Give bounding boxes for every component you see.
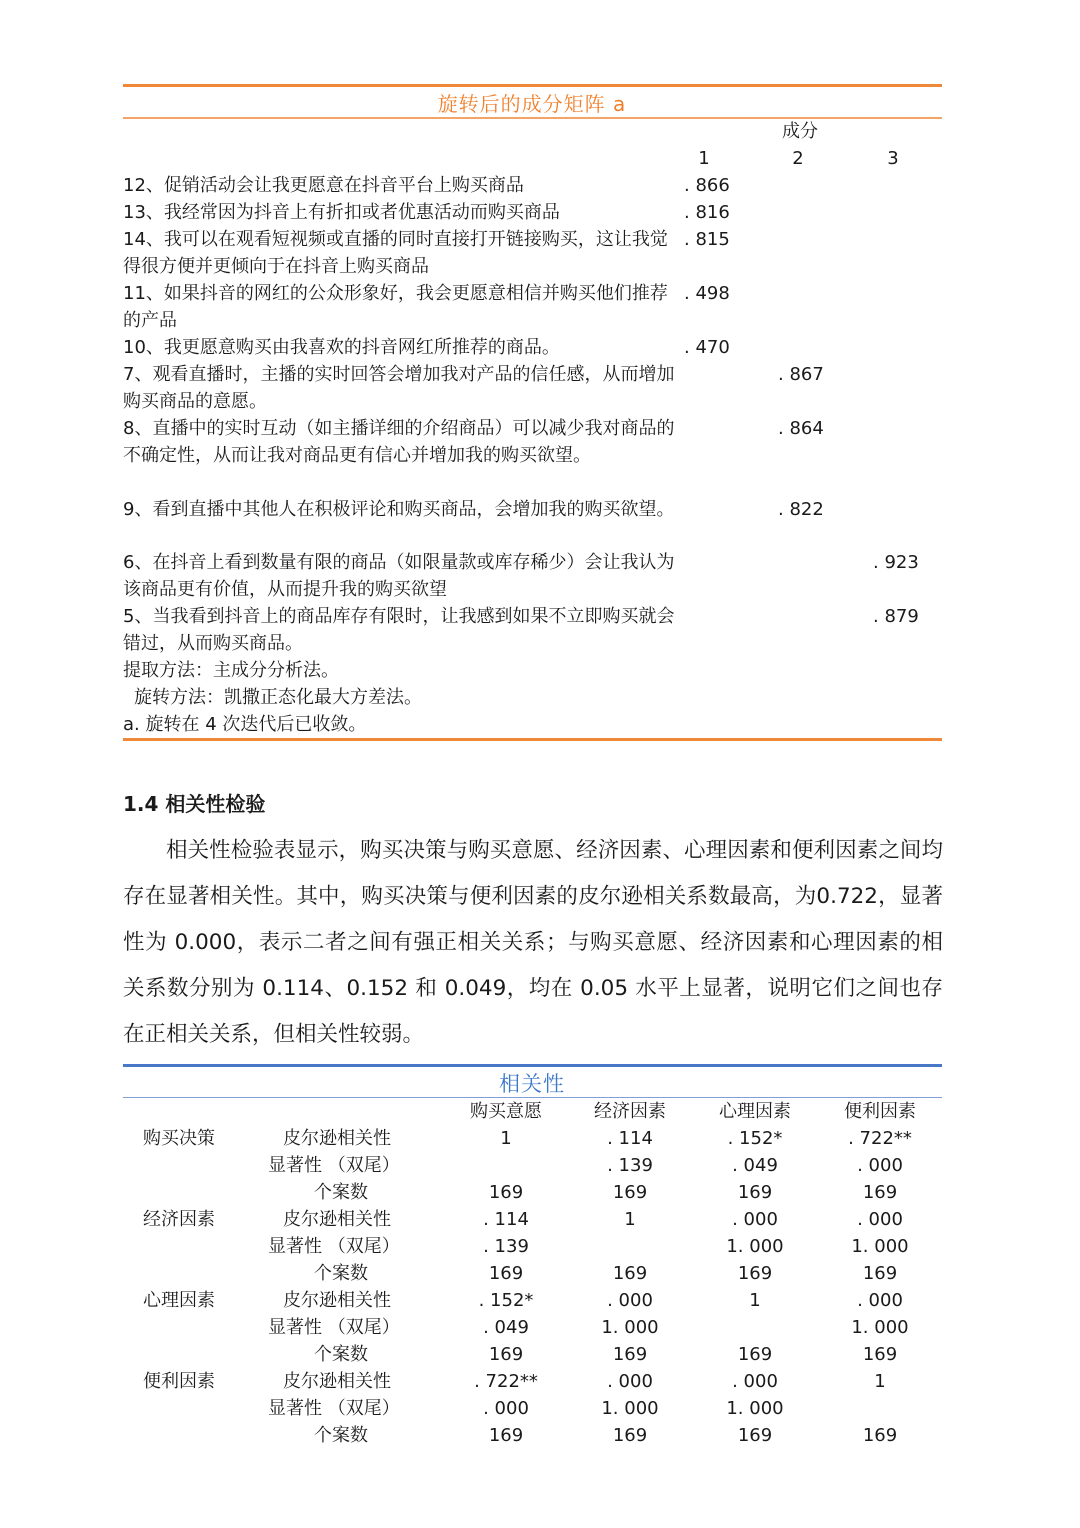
variable-row-header: 心理因素	[143, 1290, 215, 1311]
factor-item-label: 7、观看直播时，主播的实时回答会增加我对产品的信任感，从而增加购买商品的意愿。	[123, 364, 675, 412]
factor-item-label: 8、直播中的实时互动（如主播详细的介绍商品）可以减少我对商品的不确定性，从而让我对商品更有信心并增加我的购买欲望。	[123, 418, 675, 466]
correlation-cell: 1. 000	[601, 1398, 659, 1419]
correlation-cell: 169	[612, 1263, 648, 1284]
statistic-label: 显著性 （双尾）	[268, 1236, 400, 1257]
loading-value-component-2: . 867	[778, 364, 824, 385]
col-header-economic: 经济因素	[594, 1101, 666, 1122]
rotation-note: 旋转方法：凯撒正态化最大方差法。	[134, 687, 422, 708]
correlation-cell: 169	[862, 1263, 898, 1284]
correlation-cell: 169	[612, 1425, 648, 1446]
col-header-purchase-intent: 购买意愿	[470, 1101, 542, 1122]
correlation-cell: 169	[862, 1425, 898, 1446]
correlation-cell: . 049	[732, 1155, 778, 1176]
loading-value-component-1: . 815	[684, 229, 730, 250]
correlation-cell: 169	[862, 1182, 898, 1203]
correlation-cell: . 000	[857, 1209, 903, 1230]
paragraph-text: 相关性检验表显示，购买决策与购买意愿、经济因素、心理因素和便利因素之间均存在显著相关性。其中，购买决策与便利因素的皮尔逊相关系数最高，为0.722，显著性为 0.000，表示二者之间有强正相关关系；与购买意愿、经济因素和心理因素的相关系数分别为 0.114、0.152 和 0.049，均在 0.05 水平上显著，说明它们之间也存在正相关关系，但相关性较弱。	[123, 838, 943, 1047]
correlation-cell: 169	[737, 1263, 773, 1284]
table2-title: 相关性	[499, 1072, 565, 1096]
statistic-label: 显著性 （双尾）	[268, 1398, 400, 1419]
component-header-2: 2	[792, 148, 804, 169]
factor-item-label: 12、促销活动会让我更愿意在抖音平台上购买商品	[123, 175, 524, 196]
table1-title: 旋转后的成分矩阵 a	[437, 92, 627, 116]
statistic-label: 皮尔逊相关性	[283, 1290, 391, 1311]
correlation-cell: . 139	[607, 1155, 653, 1176]
statistic-label: 显著性 （双尾）	[268, 1155, 400, 1176]
correlation-cell: 169	[737, 1182, 773, 1203]
component-group-header: 成分	[782, 121, 818, 142]
statistic-label: 个案数	[314, 1182, 368, 1203]
correlation-cell: . 139	[483, 1236, 529, 1257]
correlation-cell: 169	[862, 1344, 898, 1365]
loading-value-component-2: . 864	[778, 418, 824, 439]
correlation-cell: 1	[749, 1290, 761, 1311]
loading-value-component-3: . 923	[873, 552, 919, 573]
correlation-cell: 1	[874, 1371, 886, 1392]
col-header-convenience: 便利因素	[844, 1101, 916, 1122]
variable-row-header: 经济因素	[143, 1209, 215, 1230]
correlation-cell: . 114	[483, 1209, 529, 1230]
factor-item-label: 14、我可以在观看短视频或直播的同时直接打开链接购买，这让我觉得很方便并更倾向于在抖音上购买商品	[123, 229, 668, 277]
correlation-cell: 169	[737, 1425, 773, 1446]
correlation-cell: . 000	[483, 1398, 529, 1419]
correlation-cell: 1	[500, 1128, 512, 1149]
statistic-label: 皮尔逊相关性	[283, 1128, 391, 1149]
correlation-cell: 1. 000	[726, 1398, 784, 1419]
component-header-3: 3	[887, 148, 899, 169]
table2-top-rule	[123, 1064, 942, 1067]
table1-bottom-rule	[123, 738, 942, 741]
extraction-note: 提取方法：主成分分析法。	[123, 660, 339, 681]
loading-value-component-1: . 498	[684, 283, 730, 304]
correlation-cell: . 722**	[474, 1371, 538, 1392]
factor-item-label: 13、我经常因为抖音上有折扣或者优惠活动而购买商品	[123, 202, 560, 223]
correlation-cell: 169	[737, 1344, 773, 1365]
statistic-label: 显著性 （双尾）	[268, 1317, 400, 1338]
correlation-cell: 169	[488, 1263, 524, 1284]
correlation-cell: 1. 000	[601, 1317, 659, 1338]
correlation-cell: . 000	[732, 1371, 778, 1392]
factor-item-label: 9、看到直播中其他人在积极评论和购买商品，会增加我的购买欲望。	[123, 499, 675, 520]
correlation-cell: . 000	[732, 1209, 778, 1230]
statistic-label: 个案数	[314, 1263, 368, 1284]
loading-value-component-3: . 879	[873, 606, 919, 627]
statistic-label: 个案数	[314, 1425, 368, 1446]
correlation-cell: . 114	[607, 1128, 653, 1149]
correlation-cell: . 000	[857, 1155, 903, 1176]
correlation-cell: 1. 000	[851, 1236, 909, 1257]
correlation-cell: 1. 000	[851, 1317, 909, 1338]
correlation-cell: . 722**	[848, 1128, 912, 1149]
loading-value-component-1: . 470	[684, 337, 730, 358]
correlation-cell: . 000	[857, 1290, 903, 1311]
correlation-cell: . 152*	[727, 1128, 783, 1149]
convergence-note: a. 旋转在 4 次迭代后已收敛。	[123, 714, 367, 735]
correlation-cell: 169	[488, 1344, 524, 1365]
correlation-cell: . 000	[607, 1371, 653, 1392]
loading-value-component-1: . 866	[684, 175, 730, 196]
loading-value-component-2: . 822	[778, 499, 824, 520]
loading-value-component-1: . 816	[684, 202, 730, 223]
correlation-cell: 169	[488, 1425, 524, 1446]
correlation-cell: 1. 000	[726, 1236, 784, 1257]
table1-top-rule	[123, 84, 942, 87]
component-header-1: 1	[698, 148, 710, 169]
factor-item-label: 6、在抖音上看到数量有限的商品（如限量款或库存稀少）会让我认为该商品更有价值，从而提升我的购买欲望	[123, 552, 675, 600]
section-heading: 1.4 相关性检验	[123, 792, 266, 816]
statistic-label: 皮尔逊相关性	[283, 1371, 391, 1392]
variable-row-header: 购买决策	[143, 1128, 215, 1149]
factor-item-label: 11、如果抖音的网红的公众形象好，我会更愿意相信并购买他们推荐的产品	[123, 283, 668, 331]
correlation-cell: 1	[624, 1209, 636, 1230]
factor-item-label: 5、当我看到抖音上的商品库存有限时，让我感到如果不立即购买就会错过，从而购买商品。	[123, 606, 675, 654]
col-header-psychological: 心理因素	[719, 1101, 791, 1122]
correlation-cell: 169	[488, 1182, 524, 1203]
correlation-cell: . 152*	[478, 1290, 534, 1311]
correlation-cell: . 049	[483, 1317, 529, 1338]
correlation-cell: 169	[612, 1344, 648, 1365]
section-paragraph	[123, 828, 943, 1058]
statistic-label: 个案数	[314, 1344, 368, 1365]
variable-row-header: 便利因素	[143, 1371, 215, 1392]
statistic-label: 皮尔逊相关性	[283, 1209, 391, 1230]
correlation-cell: . 000	[607, 1290, 653, 1311]
factor-item-label: 10、我更愿意购买由我喜欢的抖音网红所推荐的商品。	[123, 337, 560, 358]
correlation-cell: 169	[612, 1182, 648, 1203]
